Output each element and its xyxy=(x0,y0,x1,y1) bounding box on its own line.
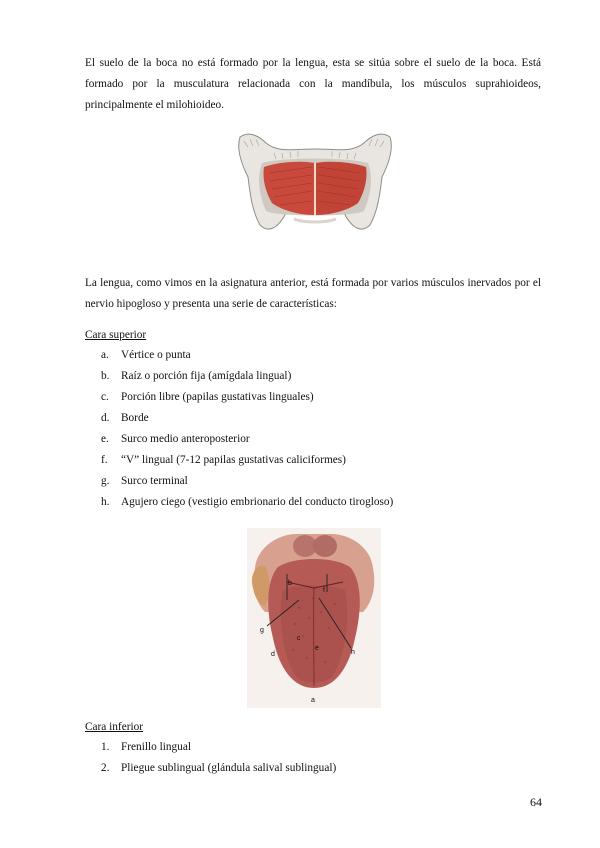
label-d: d xyxy=(271,651,275,658)
paragraph-tongue-intro: La lengua, como vimos en la asignatura anterior, está formada por varios músculos inervados por el nervio hipogloso y presenta una serie de características: xyxy=(85,277,541,310)
list-item: h. Agujero ciego (vestigio embrionario del conducto tirogloso) xyxy=(101,496,394,508)
label-b: b xyxy=(288,580,292,587)
list-item: a. Vértice o punta xyxy=(101,349,191,361)
paragraph-floor-of-mouth: El suelo de la boca no está formado por la lengua, esta se sitúa sobre el suelo de la boca. Está formado por la musculatura relacionada con la mandíbula, los músculos suprahioideos, principalmente el milohioideo. xyxy=(85,57,541,111)
mylohyoid-muscle-illustration xyxy=(234,127,396,241)
heading-cara-inferior: Cara inferior xyxy=(85,721,144,733)
list-item: d. Borde xyxy=(101,412,149,424)
tongue-dorsum-illustration xyxy=(247,528,381,708)
list-item: 2. Pliegue sublingual (glándula salival sublingual) xyxy=(101,762,337,774)
list-item: f. “V” lingual (7-12 papilas gustativas caliciformes) xyxy=(101,454,346,466)
list-item: 1. Frenillo lingual xyxy=(101,741,191,753)
list-item: e. Surco medio anteroposterior xyxy=(101,433,250,445)
list-cara-superior xyxy=(85,345,393,513)
list-item: g. Surco terminal xyxy=(101,475,188,487)
list-cara-inferior xyxy=(85,737,336,779)
label-f: f xyxy=(323,587,325,594)
label-e: e xyxy=(315,645,319,652)
label-a: a xyxy=(311,697,315,704)
heading-cara-superior: Cara superior xyxy=(85,329,147,341)
list-item: b. Raíz o porción fija (amígdala lingual) xyxy=(101,370,292,382)
page-number: 64 xyxy=(530,795,542,809)
label-g: g xyxy=(260,627,264,634)
list-item: c. Porción libre (papilas gustativas linguales) xyxy=(101,391,314,403)
label-c: c xyxy=(297,635,301,642)
label-h: h xyxy=(351,649,355,656)
